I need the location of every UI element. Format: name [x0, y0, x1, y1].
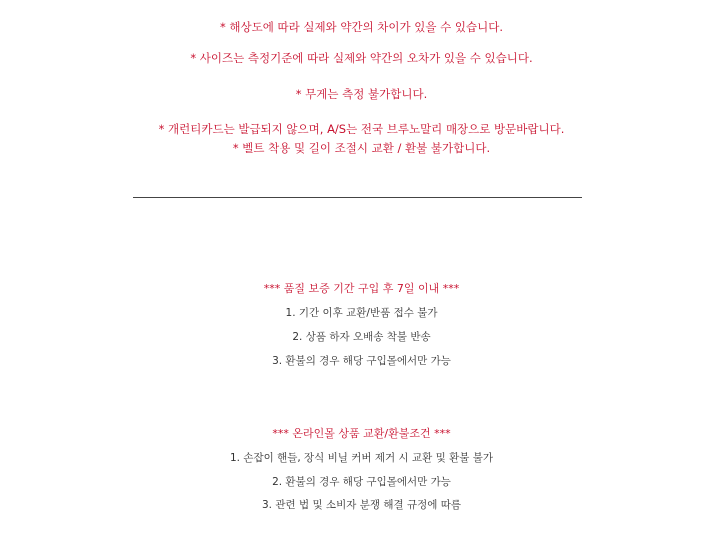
exchange-item-1: 1. 손잡이 핸들, 장식 비닐 커버 제거 시 교환 및 환불 불가	[229, 452, 494, 464]
warranty-item-1: 1. 기간 이후 교환/반품 접수 불가	[285, 307, 438, 319]
notice-resolution: * 해상도에 따라 실제와 약간의 차이가 있을 수 있습니다.	[219, 20, 504, 34]
warranty-item-3: 3. 환불의 경우 해당 구입몰에서만 가능	[272, 355, 451, 367]
notice-belt: * 벨트 착용 및 길이 조절시 교환 / 환불 불가합니다.	[232, 141, 491, 155]
exchange-item-3: 3. 관련 법 및 소비자 분쟁 해결 규정에 따름	[261, 499, 461, 511]
notice-weight: * 무게는 측정 불가합니다.	[295, 87, 428, 101]
exchange-title: *** 온라인몰 상품 교환/환불조건 ***	[272, 427, 451, 440]
warranty-item-2: 2. 상품 하자 오배송 착불 반송	[292, 331, 431, 343]
section-divider	[133, 197, 582, 198]
exchange-item-2: 2. 환불의 경우 해당 구입몰에서만 가능	[272, 476, 451, 488]
notice-guarantee-card: * 개런티카드는 발급되지 않으며, A/S는 전국 브루노말리 매장으로 방문바랍니다.	[158, 122, 565, 136]
notice-size: * 사이즈는 측정기준에 따라 실제와 약간의 오차가 있을 수 있습니다.	[190, 51, 533, 65]
warranty-title: *** 품질 보증 기간 구입 후 7일 이내 ***	[263, 282, 460, 295]
